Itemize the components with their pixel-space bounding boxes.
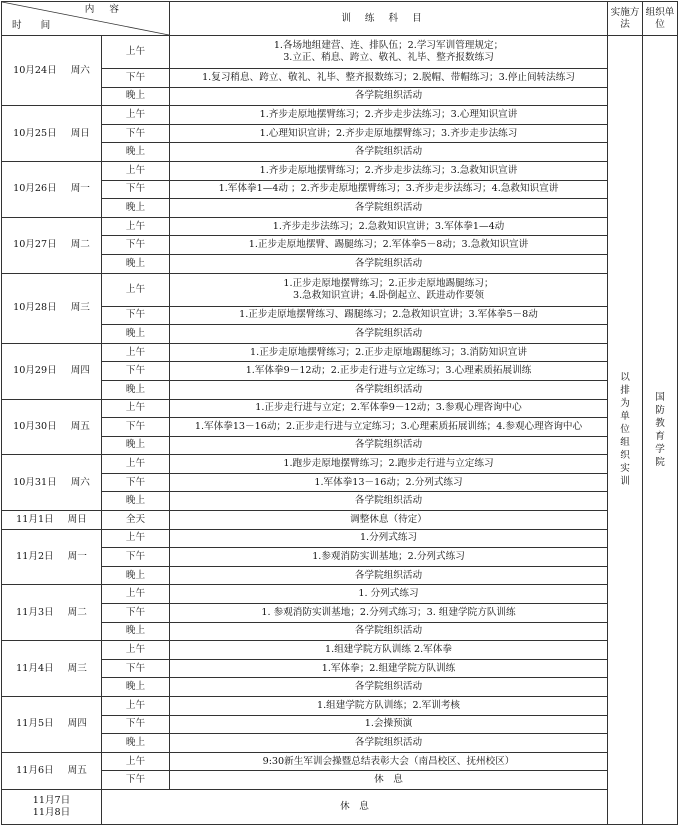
subject-cell bbox=[170, 325, 608, 344]
subject-cell bbox=[170, 734, 608, 753]
weekday-text: 周三 bbox=[67, 662, 87, 674]
date-text: 10月27日 bbox=[13, 239, 57, 251]
weekday-text: 周日 bbox=[67, 513, 87, 525]
period-cell: 全天 bbox=[102, 511, 170, 530]
period-cell: 上午 bbox=[102, 585, 170, 604]
subject-line: 1.组建学院方队训练 2.军体拳 bbox=[325, 644, 452, 656]
weekday-text: 周二 bbox=[70, 239, 90, 251]
subject-line: 各学院组织活动 bbox=[354, 201, 423, 213]
period-cell: 上午 bbox=[102, 273, 170, 306]
subject-line: 各学院组织活动 bbox=[354, 257, 423, 269]
weekday-text: 周三 bbox=[70, 302, 90, 314]
subject-line: 1.军体拳13－16动；2.正步走行进与立定练习；3.心理素质拓展训练；4.参观心理咨询中心 bbox=[194, 420, 583, 432]
subject-line: 9:30新生军训会操暨总结表彰大会（南昌校区、抚州校区） bbox=[262, 755, 515, 767]
schedule-row bbox=[2, 548, 678, 567]
period-cell: 晚上 bbox=[102, 734, 170, 753]
schedule-row bbox=[2, 622, 678, 641]
period-cell: 晚上 bbox=[102, 492, 170, 511]
date-text: 10月26日 bbox=[13, 183, 57, 195]
subject-line: 各学院组织活动 bbox=[354, 681, 423, 693]
period-cell: 晚上 bbox=[102, 87, 170, 106]
subject-line: 各学院组织活动 bbox=[354, 736, 423, 748]
subject-cell bbox=[170, 622, 608, 641]
date-cell bbox=[2, 273, 102, 343]
period-cell: 上午 bbox=[102, 106, 170, 125]
period-cell: 上午 bbox=[102, 752, 170, 771]
header-method-label: 实施方法 bbox=[608, 2, 643, 36]
subject-line: 1.正步走原地摆臂练习；2.正步走原地踢腿练习； bbox=[283, 277, 494, 289]
period-cell: 下午 bbox=[102, 548, 170, 567]
subject-cell bbox=[170, 343, 608, 362]
schedule-row bbox=[2, 306, 678, 325]
date-text: 11月1日 bbox=[16, 513, 54, 525]
schedule-row bbox=[2, 436, 678, 455]
schedule-row bbox=[2, 254, 678, 273]
weekday-text: 周一 bbox=[70, 183, 90, 195]
rest-cell-final: 休 息 bbox=[102, 789, 608, 824]
schedule-row bbox=[2, 492, 678, 511]
period-cell: 晚上 bbox=[102, 436, 170, 455]
schedule-row bbox=[2, 362, 678, 381]
date-cell-final bbox=[2, 789, 102, 824]
period-cell: 上午 bbox=[102, 161, 170, 180]
schedule-row bbox=[2, 473, 678, 492]
weekday-text: 周五 bbox=[67, 764, 87, 776]
date-text: 11月4日 bbox=[16, 662, 54, 674]
subject-line: 1.军体拳1—4动 ；2.齐步走原地摆臂练习；3.齐步走步法练习；4.急救知识宣讲 bbox=[218, 183, 559, 195]
schedule-row bbox=[2, 199, 678, 218]
date-cell bbox=[2, 752, 102, 789]
subject-cell bbox=[170, 678, 608, 697]
date-text: 11月8日 bbox=[32, 806, 71, 818]
period-cell: 下午 bbox=[102, 362, 170, 381]
subject-cell bbox=[170, 36, 608, 69]
subject-line: 1.分列式练习 bbox=[359, 532, 418, 544]
period-cell: 下午 bbox=[102, 604, 170, 623]
date-cell bbox=[2, 585, 102, 641]
subject-cell bbox=[170, 180, 608, 199]
period-cell: 晚上 bbox=[102, 199, 170, 218]
date-text: 11月7日 bbox=[32, 794, 71, 806]
schedule-row bbox=[2, 106, 678, 125]
subject-cell bbox=[170, 529, 608, 548]
schedule-row bbox=[2, 273, 678, 306]
schedule-row bbox=[2, 641, 678, 660]
period-cell: 上午 bbox=[102, 399, 170, 418]
schedule-row bbox=[2, 325, 678, 344]
subject-cell bbox=[170, 124, 608, 143]
schedule-row bbox=[2, 734, 678, 753]
period-cell: 下午 bbox=[102, 659, 170, 678]
schedule-row bbox=[2, 399, 678, 418]
header-time-label: 时 间 bbox=[12, 20, 59, 31]
subject-line: 1.组建学院方队训练；2.军训考核 bbox=[316, 699, 461, 711]
period-cell: 上午 bbox=[102, 641, 170, 660]
subject-cell bbox=[170, 273, 608, 306]
period-cell: 晚上 bbox=[102, 143, 170, 162]
period-cell: 下午 bbox=[102, 418, 170, 437]
subject-line: 各学院组织活动 bbox=[354, 90, 423, 102]
header-subject-label: 训练科目 bbox=[170, 2, 608, 36]
date-text: 10月29日 bbox=[13, 365, 57, 377]
date-cell bbox=[2, 106, 102, 162]
date-text: 10月24日 bbox=[13, 64, 57, 76]
date-text: 11月2日 bbox=[16, 551, 54, 563]
subject-cell bbox=[170, 585, 608, 604]
period-cell: 晚上 bbox=[102, 325, 170, 344]
subject-line: 1.会操预演 bbox=[364, 718, 413, 730]
period-cell: 晚上 bbox=[102, 380, 170, 399]
header-diagonal-cell bbox=[2, 2, 170, 36]
subject-line: 各学院组织活动 bbox=[354, 569, 423, 581]
subject-cell bbox=[170, 362, 608, 381]
subject-line: 各学院组织活动 bbox=[354, 146, 423, 158]
date-cell bbox=[2, 343, 102, 399]
schedule-row bbox=[2, 752, 678, 771]
schedule-row bbox=[2, 678, 678, 697]
schedule-row bbox=[2, 455, 678, 474]
schedule-row bbox=[2, 566, 678, 585]
date-text: 10月28日 bbox=[13, 302, 57, 314]
subject-cell bbox=[170, 566, 608, 585]
subject-line: 1. 分列式练习 bbox=[358, 588, 419, 600]
schedule-row-final bbox=[2, 789, 678, 824]
subject-cell bbox=[170, 236, 608, 255]
header-content-label: 内 容 bbox=[84, 4, 125, 15]
period-cell: 上午 bbox=[102, 529, 170, 548]
date-cell bbox=[2, 399, 102, 455]
period-cell: 上午 bbox=[102, 217, 170, 236]
subject-line: 1.参观消防实训基地；2.分列式练习 bbox=[312, 551, 465, 563]
period-cell: 上午 bbox=[102, 455, 170, 474]
date-cell bbox=[2, 217, 102, 273]
period-cell: 下午 bbox=[102, 236, 170, 255]
subject-cell bbox=[170, 217, 608, 236]
weekday-text: 周六 bbox=[70, 476, 90, 488]
subject-line: 1.军体拳13－16动；2.分列式练习 bbox=[314, 476, 463, 488]
date-cell bbox=[2, 455, 102, 511]
subject-cell bbox=[170, 511, 608, 530]
period-cell: 晚上 bbox=[102, 622, 170, 641]
schedule-row bbox=[2, 697, 678, 716]
subject-cell bbox=[170, 436, 608, 455]
schedule-row bbox=[2, 529, 678, 548]
date-cell bbox=[2, 36, 102, 106]
subject-line: 1.军体拳；2.组建学院方队训练 bbox=[321, 662, 456, 674]
subject-line: 1.各场地组建营、连、排队伍；2.学习军训管理规定； bbox=[273, 40, 504, 51]
subject-line: 1.心理知识宣讲；2.齐步走原地摆臂练习；3.齐步走步法练习 bbox=[259, 127, 518, 139]
date-cell bbox=[2, 697, 102, 753]
subject-line: 调整休息（待定） bbox=[350, 513, 427, 525]
subject-cell bbox=[170, 641, 608, 660]
schedule-row bbox=[2, 771, 678, 790]
subject-line: 1.齐步走步法练习；2.急救知识宣讲；3.军体拳1—4动 bbox=[272, 220, 505, 232]
date-text: 11月5日 bbox=[16, 718, 54, 730]
period-cell: 上午 bbox=[102, 697, 170, 716]
subject-line: 1.正步走原地摆臂练习、踢腿练习；2.急救知识宣讲；3.军体拳5－8动 bbox=[239, 309, 538, 321]
weekday-text: 周一 bbox=[67, 551, 87, 563]
subject-line: 各学院组织活动 bbox=[354, 327, 423, 339]
schedule-row bbox=[2, 143, 678, 162]
schedule-row bbox=[2, 343, 678, 362]
date-text: 10月31日 bbox=[13, 476, 57, 488]
subject-cell bbox=[170, 69, 608, 88]
subject-line: 1.复习稍息、跨立、敬礼、礼毕、整齐报数练习；2.脱帽、带帽练习；3.停止间转法练习 bbox=[202, 71, 575, 83]
date-cell bbox=[2, 529, 102, 585]
schedule-row bbox=[2, 161, 678, 180]
method-cell-text: 以排为单位组织实训 bbox=[620, 372, 630, 488]
method-cell bbox=[608, 36, 643, 825]
period-cell: 上午 bbox=[102, 36, 170, 69]
period-cell: 下午 bbox=[102, 473, 170, 492]
subject-cell bbox=[170, 659, 608, 678]
subject-cell bbox=[170, 418, 608, 437]
subject-line: 1.正步走原地摆臂练习；2.正步走原地踢腿练习；3.消防知识宣讲 bbox=[250, 346, 527, 358]
schedule-row bbox=[2, 69, 678, 88]
period-cell: 下午 bbox=[102, 124, 170, 143]
subject-cell bbox=[170, 752, 608, 771]
weekday-text: 周六 bbox=[70, 64, 90, 76]
subject-cell bbox=[170, 106, 608, 125]
weekday-text: 周四 bbox=[70, 365, 90, 377]
schedule-row bbox=[2, 418, 678, 437]
subject-cell bbox=[170, 199, 608, 218]
schedule-row bbox=[2, 604, 678, 623]
date-text: 10月30日 bbox=[13, 420, 57, 432]
period-cell: 晚上 bbox=[102, 254, 170, 273]
subject-cell bbox=[170, 306, 608, 325]
subject-line: 3.急救知识宣讲；4.卧倒起立、跃进动作要领 bbox=[293, 289, 484, 301]
subject-cell bbox=[170, 604, 608, 623]
weekday-text: 周五 bbox=[70, 420, 90, 432]
date-text: 10月25日 bbox=[13, 127, 57, 139]
subject-line: 1.正步走行进与立定；2.军体拳9－12动；3.参观心理咨询中心 bbox=[255, 402, 522, 414]
period-cell: 下午 bbox=[102, 715, 170, 734]
org-cell bbox=[643, 36, 678, 825]
header-row bbox=[2, 2, 678, 36]
subject-line: 各学院组织活动 bbox=[354, 439, 423, 451]
subject-cell bbox=[170, 771, 608, 790]
schedule-row bbox=[2, 511, 678, 530]
subject-cell bbox=[170, 715, 608, 734]
subject-line: 3.立正、稍息、跨立、敬礼、礼毕、整齐报数练习 bbox=[283, 52, 494, 63]
subject-cell bbox=[170, 473, 608, 492]
schedule-row bbox=[2, 217, 678, 236]
subject-cell bbox=[170, 161, 608, 180]
subject-cell bbox=[170, 548, 608, 567]
subject-cell bbox=[170, 399, 608, 418]
subject-line: 休 息 bbox=[374, 774, 403, 786]
schedule-row bbox=[2, 715, 678, 734]
schedule-row bbox=[2, 180, 678, 199]
period-cell: 下午 bbox=[102, 771, 170, 790]
training-schedule-table bbox=[1, 1, 678, 825]
subject-line: 1.齐步走原地摆臂练习；2.齐步走步法练习；3.心理知识宣讲 bbox=[259, 108, 518, 120]
subject-cell bbox=[170, 254, 608, 273]
date-text: 11月6日 bbox=[16, 764, 54, 776]
schedule-row bbox=[2, 585, 678, 604]
period-cell: 晚上 bbox=[102, 678, 170, 697]
period-cell: 下午 bbox=[102, 69, 170, 88]
weekday-text: 周四 bbox=[67, 718, 87, 730]
date-cell bbox=[2, 641, 102, 697]
subject-cell bbox=[170, 87, 608, 106]
schedule-row bbox=[2, 380, 678, 399]
subject-cell bbox=[170, 380, 608, 399]
weekday-text: 周日 bbox=[70, 127, 90, 139]
schedule-row bbox=[2, 124, 678, 143]
weekday-text: 周二 bbox=[67, 606, 87, 618]
schedule-row bbox=[2, 659, 678, 678]
subject-line: 各学院组织活动 bbox=[354, 625, 423, 637]
period-cell: 下午 bbox=[102, 306, 170, 325]
subject-cell bbox=[170, 697, 608, 716]
header-org-label: 组织单位 bbox=[643, 2, 678, 36]
period-cell: 上午 bbox=[102, 343, 170, 362]
date-text: 11月3日 bbox=[16, 606, 54, 618]
subject-line: 1.跑步走原地摆臂练习；2.跑步走行进与立定练习 bbox=[283, 458, 494, 470]
subject-line: 1.齐步走原地摆臂练习；2.齐步走步法练习；3.急救知识宣讲 bbox=[259, 164, 518, 176]
date-cell bbox=[2, 511, 102, 530]
subject-line: 1.军体拳9－12动；2.正步走行进与立定练习；3.心理素质拓展训练 bbox=[245, 365, 532, 377]
org-cell-text: 国防教育学院 bbox=[655, 391, 665, 468]
subject-line: 各学院组织活动 bbox=[354, 495, 423, 507]
period-cell: 下午 bbox=[102, 180, 170, 199]
schedule-row bbox=[2, 36, 678, 69]
subject-line: 1.正步走原地摆臂、踢腿练习；2.军体拳5－8动；3.急救知识宣讲 bbox=[248, 239, 529, 251]
date-cell bbox=[2, 161, 102, 217]
subject-line: 各学院组织活动 bbox=[354, 383, 423, 395]
schedule-row bbox=[2, 87, 678, 106]
period-cell: 晚上 bbox=[102, 566, 170, 585]
subject-line: 1. 参观消防实训基地；2.分列式练习；3. 组建学院方队训练 bbox=[261, 606, 516, 618]
subject-cell bbox=[170, 492, 608, 511]
subject-cell bbox=[170, 143, 608, 162]
subject-cell bbox=[170, 455, 608, 474]
schedule-row bbox=[2, 236, 678, 255]
